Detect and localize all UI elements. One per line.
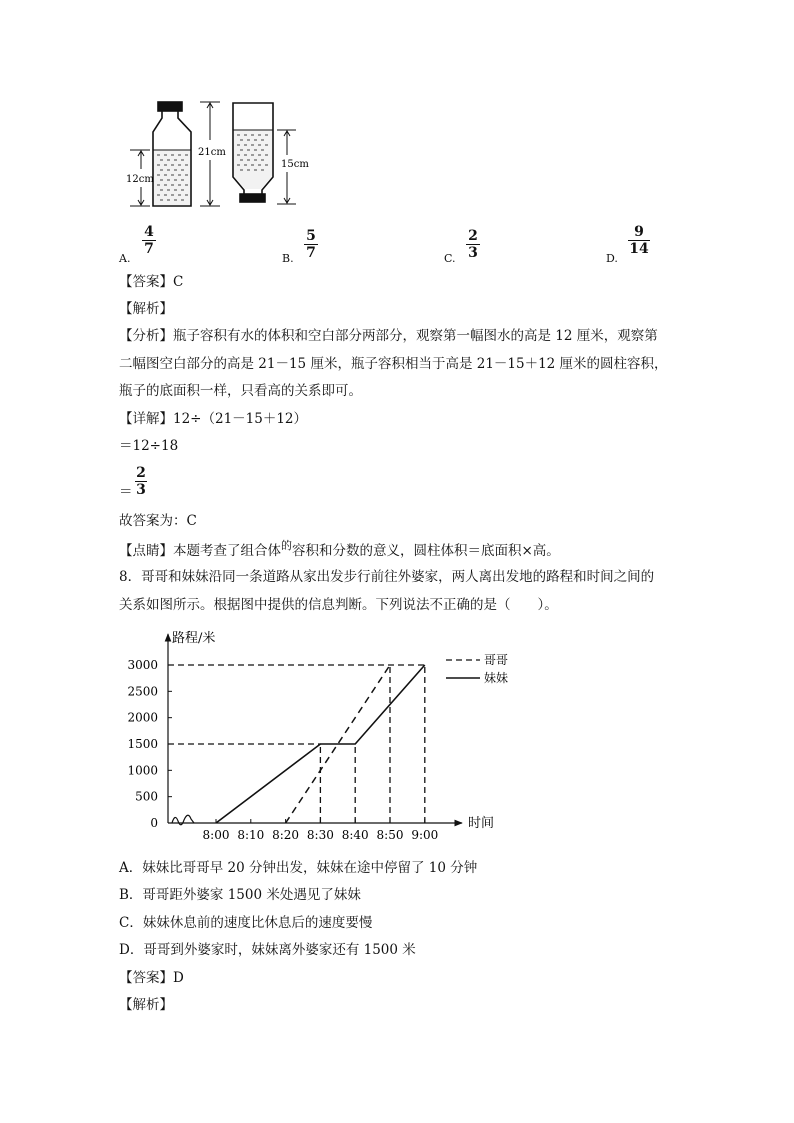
x-tick-label: 8:30	[306, 828, 334, 840]
distance-time-chart	[0, 620, 794, 840]
fraction-denominator: 3	[468, 245, 478, 261]
q8-stem-line-2: 关系如图所示。根据图中提供的信息判断。下列说法不正确的是（ ）。	[119, 597, 558, 613]
q7-detail-line-2: ＝12÷18	[119, 438, 179, 454]
fraction-denominator: 3	[136, 482, 146, 498]
option-label: D.	[606, 252, 618, 265]
q7-detail-line-1: 【详解】12÷（21－15＋12）	[119, 411, 308, 427]
dianjing-part-a: 【点睛】本题考查了组合体	[119, 543, 281, 559]
y-axis-label: 路程/米	[172, 631, 216, 646]
fraction-denominator: 7	[144, 241, 154, 257]
option-label: C.	[444, 252, 456, 265]
q7-fenxi-line-1: 【分析】瓶子容积有水的体积和空白部分两部分，观察第一幅图水的高是 12 厘米，观察第	[119, 328, 658, 344]
option-label: B.	[282, 252, 294, 265]
q8-option-a: A．妹妹比哥哥早 20 分钟出发，妹妹在途中停留了 10 分钟	[119, 860, 478, 876]
q8-analysis-heading: 【解析】	[119, 997, 173, 1013]
option-fraction	[628, 224, 650, 257]
option-fraction	[304, 228, 318, 261]
q7-analysis-heading: 【解析】	[119, 301, 173, 317]
label-15cm: 15cm	[281, 159, 309, 170]
x-tick-label: 8:00	[202, 828, 230, 840]
x-tick-label: 9:00	[411, 828, 439, 840]
q7-answer: 【答案】C	[119, 274, 184, 290]
y-tick-label: 1000	[127, 763, 158, 778]
dianjing-de: 的	[281, 539, 292, 552]
bottle-upright-water	[153, 150, 191, 205]
x-tick-label: 8:10	[237, 828, 265, 840]
fraction-denominator: 7	[306, 245, 316, 261]
fraction-numerator: 2	[466, 228, 480, 245]
q8-option-c: C．妹妹休息前的速度比休息后的速度要慢	[119, 915, 373, 931]
equals-sign: ＝	[119, 484, 133, 500]
x-tick-label: 8:50	[376, 828, 404, 840]
y-tick-label: 2500	[127, 684, 158, 699]
option-label: A.	[119, 252, 131, 265]
q7-dianjing	[119, 541, 560, 562]
dianjing-part-b: 容积和分数的意义，圆柱体积＝底面积×高。	[292, 543, 560, 559]
y-tick-label: 3000	[127, 658, 158, 672]
y-tick-label: 2000	[127, 710, 158, 725]
q8-option-b: B．哥哥距外婆家 1500 米处遇见了妹妹	[119, 887, 361, 903]
option-fraction	[466, 228, 480, 261]
fraction-numerator: 4	[142, 224, 156, 241]
legend-label-meimei: 妹妹	[484, 671, 509, 685]
bottle-inverted-water	[233, 130, 273, 189]
q7-fenxi-line-3: 瓶子的底面积一样，只看高的关系即可。	[119, 383, 362, 399]
q7-fenxi-line-2: 二幅图空白部分的高是 21－15 厘米，瓶子容积相当于高是 21－15＋12 厘米的圆柱容积，	[119, 356, 668, 372]
x-tick-label: 8:20	[272, 828, 300, 840]
q8-answer: 【答案】D	[119, 970, 184, 986]
q8-stem-line-1: 8．哥哥和妹妹沿同一条道路从家出发步行前往外婆家，两人离出发地的路程和时间之间的	[119, 569, 655, 585]
x-axis-label: 时间	[468, 816, 495, 831]
label-21cm: 21cm	[198, 147, 226, 158]
fraction-numerator: 5	[304, 228, 318, 245]
label-12cm: 12cm	[126, 174, 154, 185]
result-fraction	[135, 465, 147, 498]
fraction-denominator: 14	[629, 241, 649, 257]
legend	[446, 653, 508, 685]
x-tick-label: 8:40	[341, 828, 369, 840]
y-tick-label: 500	[135, 789, 158, 804]
q8-option-d: D．哥哥到外婆家时，妹妹离外婆家还有 1500 米	[119, 942, 416, 958]
legend-label-gege: 哥哥	[484, 653, 509, 667]
fraction-numerator: 2	[136, 465, 146, 481]
fraction-numerator: 9	[628, 224, 650, 241]
q7-conclusion: 故答案为：C	[119, 513, 197, 529]
y-tick-label: 1500	[127, 737, 158, 751]
y-tick-label: 0	[150, 816, 158, 830]
option-fraction	[142, 224, 156, 257]
